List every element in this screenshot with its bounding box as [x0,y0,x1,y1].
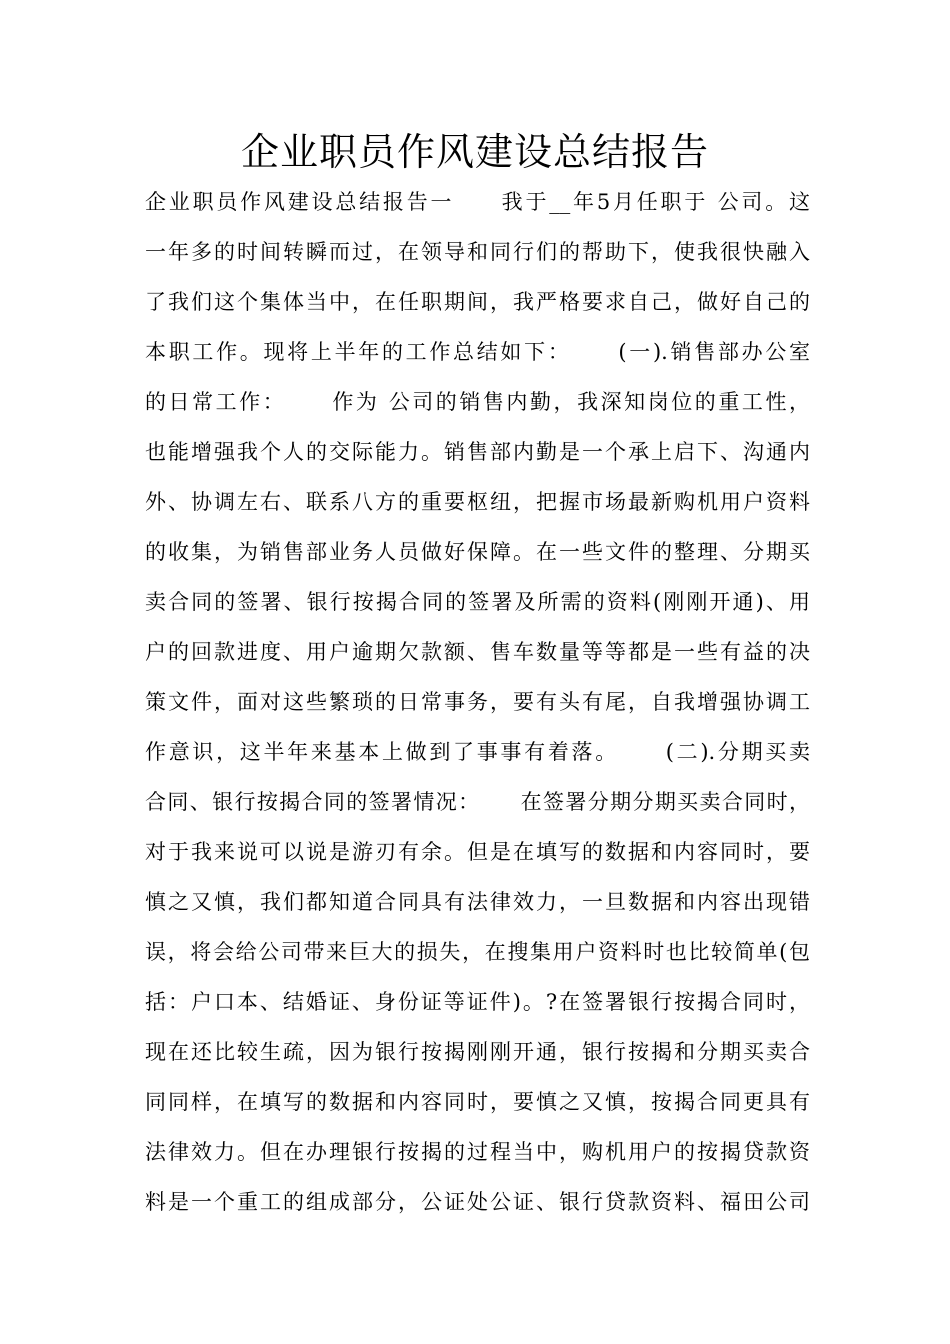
document-title: 企业职员作风建设总结报告 [240,130,709,174]
text-line: 了我们这个集体当中，在任职期间，我严格要求自己，做好自己的 [145,290,810,314]
text-line: 外、协调左右、联系八方的重要枢纽，把握市场最新购机用户资料 [145,490,810,514]
text-line: 误，将会给公司带来巨大的损失，在搜集用户资料时也比较简单(包 [145,940,810,964]
text-line: 也能增强我个人的交际能力。销售部内勤是一个承上启下、沟通内 [145,440,810,464]
text-line: 现在还比较生疏，因为银行按揭刚刚开通，银行按揭和分期买卖合 [145,1040,810,1064]
text-line: 企业职员作风建设总结报告一 我于__年5月任职于 公司。这 [145,190,810,214]
text-line: 同同样，在填写的数据和内容同时，要慎之又慎，按揭合同更具有 [145,1090,810,1114]
text-line: 本职工作。现将上半年的工作总结如下： (一).销售部办公室 [145,340,810,364]
text-line: 括：户口本、结婚证、身份证等证件)。?在签署银行按揭合同时， [145,990,810,1014]
text-line: 一年多的时间转瞬而过，在领导和同行们的帮助下，使我很快融入 [145,240,810,264]
text-line: 作意识，这半年来基本上做到了事事有着落。 (二).分期买卖 [145,740,810,764]
text-line: 对于我来说可以说是游刃有余。但是在填写的数据和内容同时，要 [145,840,810,864]
text-line: 的日常工作： 作为 公司的销售内勤，我深知岗位的重工性， [145,390,810,414]
text-line: 料是一个重工的组成部分，公证处公证、银行贷款资料、福田公司 [145,1190,810,1214]
text-line: 策文件，面对这些繁琐的日常事务，要有头有尾，自我增强协调工 [145,690,810,714]
text-line: 合同、银行按揭合同的签署情况： 在签署分期分期买卖合同时， [145,790,810,814]
text-line: 卖合同的签署、银行按揭合同的签署及所需的资料(刚刚开通)、用 [145,590,810,614]
text-line: 户的回款进度、用户逾期欠款额、售车数量等等都是一些有益的决 [145,640,810,664]
text-line: 慎之又慎，我们都知道合同具有法律效力，一旦数据和内容出现错 [145,890,810,914]
text-line: 的收集，为销售部业务人员做好保障。在一些文件的整理、分期买 [145,540,810,564]
text-line: 法律效力。但在办理银行按揭的过程当中，购机用户的按揭贷款资 [145,1140,810,1164]
